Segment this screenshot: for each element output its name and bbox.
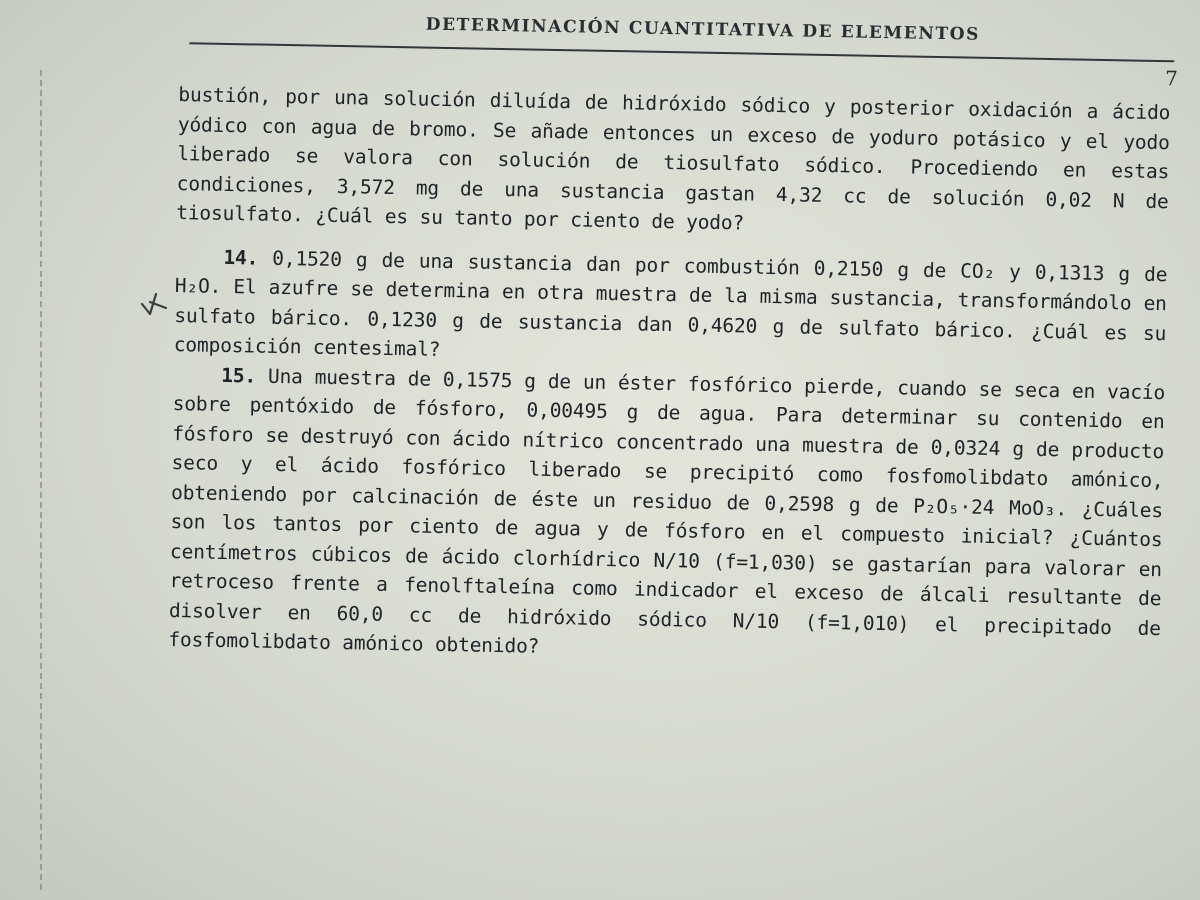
- book-page: [160, 8, 1181, 900]
- problem-15-text: Una muestra de 0,1575 g de un éster fosfórico pierde, cuando se seca en vacío sobre pentóxido de fósforo, 0,00495 g de agua. Para determinar su contenido en fósforo se destruyó con ácido nítrico concentrado una muestra de 0,0324 g de producto seco y el ácido fosfórico liberado se precipitó como fosfomolibdato amónico, obteniendo por calcinación de éste un residuo de 0,2598 g de P₂O₅·24 MoO₃. ¿Cuáles son los tantos por ciento de agua y de fósforo en el compuesto inicial? ¿Cuántos centímetros cúbicos de ácido clorhídrico N/10 (f=1,030) se gastarían para valorar en retroceso frente a fenolftaleína como indicador el exceso de álcali resultante de disolver en 60,0 cc de hidróxido sódico N/10 (f=1,010) el precipitado de fosfomolibdato amónico obtenido?: [168, 364, 1166, 658]
- body-text: [168, 80, 1170, 673]
- paragraph-13-continuation: bustión, por una solución diluída de hidróxido sódico y posterior oxidación a ácido yódico con agua de bromo. Se añade entonces un exceso de yoduro potásico y el yodo liberado se valora con solución de tiosulfato sódico. Procediendo en estas condiciones, 3,572 mg de una sustancia gastan 4,32 cc de solución 0,02 N de tiosulfato. ¿Cuál es su tanto por ciento de yodo?: [176, 83, 1171, 235]
- problem-14: [174, 242, 1168, 378]
- problem-14-text: 0,1520 g de una sustancia dan por combustión 0,2150 g de CO₂ y 0,1313 g de H₂O. El azufre se determina en otra muestra de la misma sustancia, transformándolo en sulfato bárico. 0,1230 g de sustancia dan 0,4620 g de sulfato bárico. ¿Cuál es su composición centesimal?: [173, 246, 1168, 361]
- running-head: DETERMINACIÓN CUANTITATIVA DE ELEMENTOS: [425, 14, 981, 45]
- page-number: 7: [1164, 66, 1179, 91]
- problem-15-number: 15.: [221, 363, 257, 388]
- pencil-checkmark-icon: [136, 282, 176, 322]
- problem-15: [168, 360, 1165, 673]
- margin-line: [40, 70, 42, 890]
- problem-14-number: 14.: [223, 245, 259, 270]
- header-rule: [189, 42, 1174, 62]
